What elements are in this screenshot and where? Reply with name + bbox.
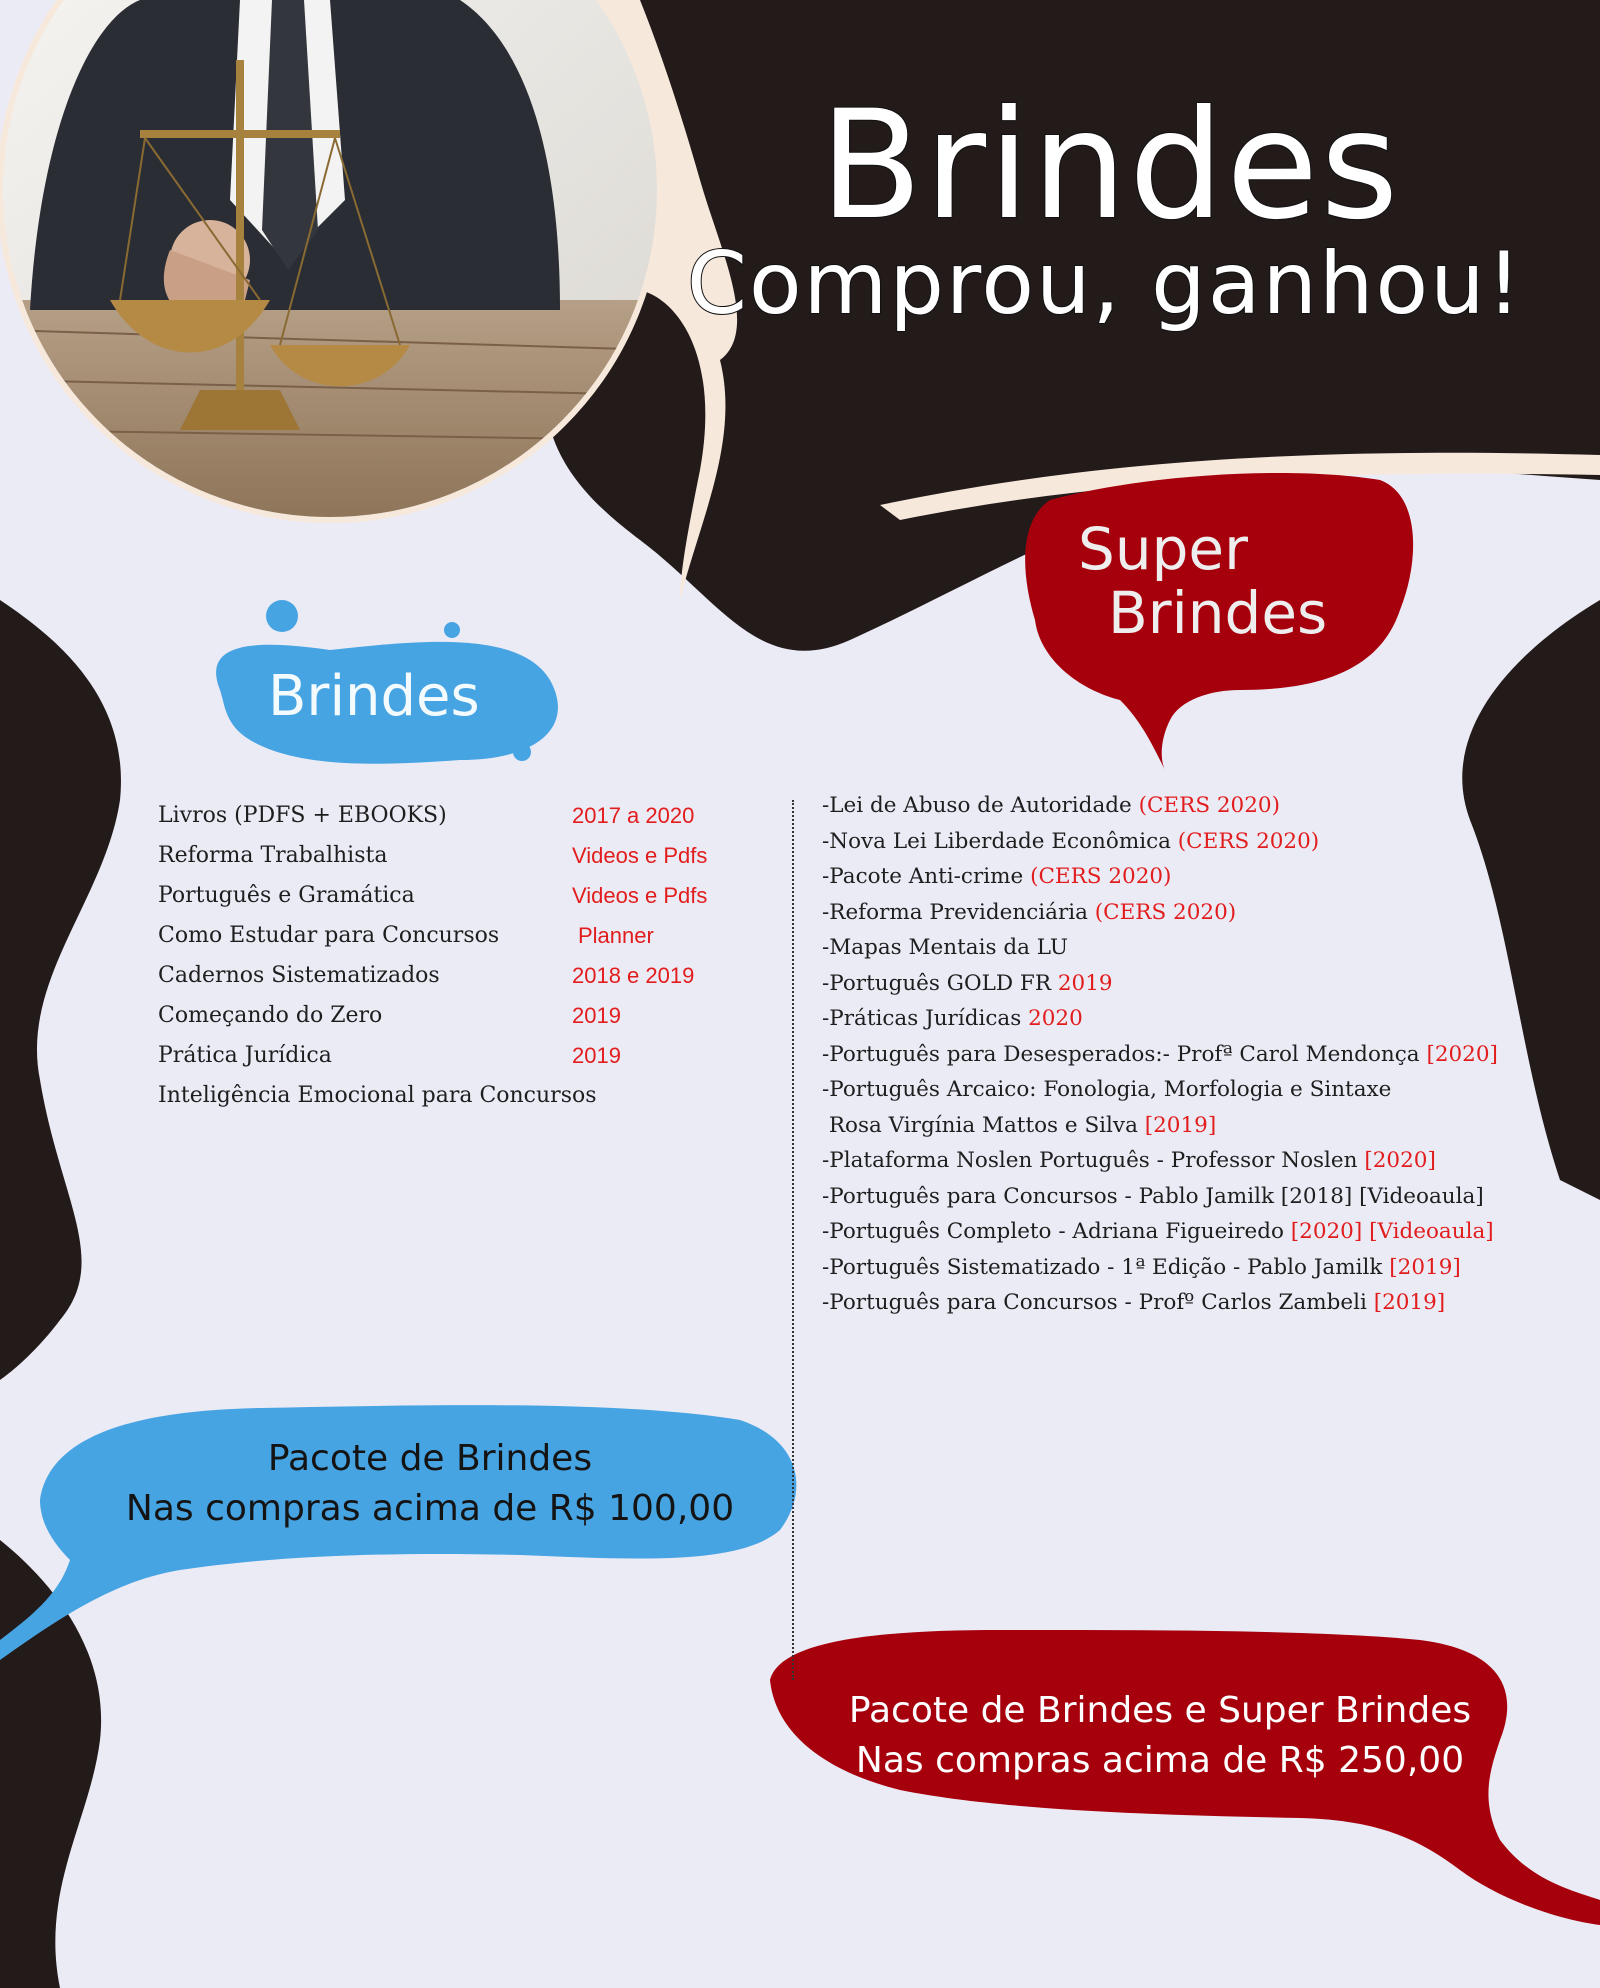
dark-left-shape <box>0 600 121 1380</box>
bubble-dot <box>266 600 298 632</box>
item-value: 2017 a 2020 <box>572 803 695 828</box>
item-highlight: (CERS 2020) <box>1138 793 1280 818</box>
offer-line: Pacote de Brindes <box>267 1438 593 1479</box>
list-item <box>822 895 1592 931</box>
brindes-list <box>158 796 758 1116</box>
list-item <box>158 836 758 876</box>
item-value: Planner <box>578 923 654 948</box>
list-item <box>822 859 1592 895</box>
list-item <box>822 824 1592 860</box>
item-highlight: (CERS 2020) <box>1030 864 1172 889</box>
item-text: -Lei de Abuso de Autoridade <box>822 793 1139 818</box>
item-text: -Português para Concursos - Profº Carlos Zambeli <box>822 1290 1374 1315</box>
item-text: -Pacote Anti-crime <box>822 864 1031 889</box>
item-text: -Português Sistematizado - 1ª Edição - Pablo Jamilk <box>822 1254 1390 1280</box>
item-label: Reforma Trabalhista <box>158 843 388 868</box>
item-text: -Português GOLD FR <box>822 970 1058 996</box>
item-highlight: [2020] <box>1364 1148 1436 1173</box>
list-item <box>822 966 1592 1002</box>
item-highlight: [2019] <box>1389 1254 1461 1280</box>
brindes-offer <box>70 1434 790 1534</box>
item-text: -Português para Desesperados:- Profª Carol Mendonça <box>822 1041 1427 1067</box>
super-brindes-heading-line2: Brindes <box>1108 579 1328 647</box>
page-title: Brindes <box>819 79 1401 253</box>
item-value: 2019 <box>572 1003 621 1028</box>
page-subtitle: Comprou, ganhou! <box>686 234 1524 334</box>
item-text: -Português para Concursos - Pablo Jamilk [2018] [Videoaula] <box>822 1183 1484 1209</box>
item-label: Como Estudar para Concursos <box>158 923 500 948</box>
list-item <box>158 1036 758 1076</box>
list-item <box>158 996 758 1036</box>
item-text: -Plataforma Noslen Português - Professor Noslen <box>822 1148 1365 1173</box>
offer-line: Nas compras acima de R$ 100,00 <box>125 1488 735 1529</box>
offer-line: Pacote de Brindes e Super Brindes <box>848 1690 1472 1731</box>
list-item <box>822 1001 1592 1037</box>
list-item <box>822 1108 1592 1144</box>
item-highlight: [2019] <box>1144 1112 1217 1138</box>
item-label: Português e Gramática <box>158 883 415 908</box>
list-item <box>822 1143 1592 1179</box>
list-item <box>822 1037 1592 1073</box>
item-label: Cadernos Sistematizados <box>158 963 440 988</box>
brindes-heading: Brindes <box>268 664 480 729</box>
item-highlight: (CERS 2020) <box>1094 899 1237 925</box>
list-item <box>822 1072 1592 1108</box>
list-item <box>158 956 758 996</box>
column-divider <box>792 800 794 1680</box>
list-item <box>822 1179 1592 1215</box>
item-text: -Português Arcaico: Fonologia, Morfologia e Sintaxe <box>822 1077 1392 1102</box>
item-text: Rosa Virgínia Mattos e Silva <box>822 1112 1145 1138</box>
item-text: -Nova Lei Liberdade Econômica <box>822 828 1178 854</box>
item-value: 2019 <box>572 1043 621 1068</box>
super-brindes-offer <box>760 1686 1560 1786</box>
list-item <box>822 788 1592 824</box>
item-highlight: 2019 <box>1057 970 1113 996</box>
item-highlight: 2020 <box>1028 1006 1083 1031</box>
super-brindes-heading-line1: Super <box>1078 515 1248 583</box>
item-label: Prática Jurídica <box>158 1043 332 1068</box>
item-text: -Português Completo - Adriana Figueiredo <box>822 1219 1291 1244</box>
item-highlight: (CERS 2020) <box>1177 828 1320 854</box>
list-item <box>822 930 1592 966</box>
super-brindes-list <box>822 788 1592 1321</box>
list-item <box>158 916 758 956</box>
list-item <box>822 1214 1592 1250</box>
list-item <box>822 1250 1592 1286</box>
list-item <box>822 1285 1592 1321</box>
item-text: -Práticas Jurídicas <box>822 1006 1029 1031</box>
item-value: 2018 e 2019 <box>572 963 695 988</box>
bubble-dot <box>444 622 460 638</box>
item-value: Videos e Pdfs <box>572 883 708 908</box>
list-item <box>158 876 758 916</box>
offer-line: Nas compras acima de R$ 250,00 <box>855 1740 1465 1781</box>
item-label: Livros (PDFS + EBOOKS) <box>158 803 447 828</box>
item-text: -Reforma Previdenciária <box>822 899 1095 925</box>
item-highlight: [2019] <box>1373 1290 1446 1315</box>
item-label: Inteligência Emocional para Concursos <box>158 1083 597 1108</box>
bubble-dot <box>513 743 531 761</box>
item-value: Videos e Pdfs <box>572 843 708 868</box>
list-item <box>158 1076 758 1116</box>
list-item <box>158 796 758 836</box>
item-text: -Mapas Mentais da LU <box>822 935 1068 960</box>
item-label: Começando do Zero <box>158 1003 383 1028</box>
item-highlight: [2020] <box>1426 1041 1498 1067</box>
item-highlight: [2020] [Videoaula] <box>1290 1219 1494 1244</box>
